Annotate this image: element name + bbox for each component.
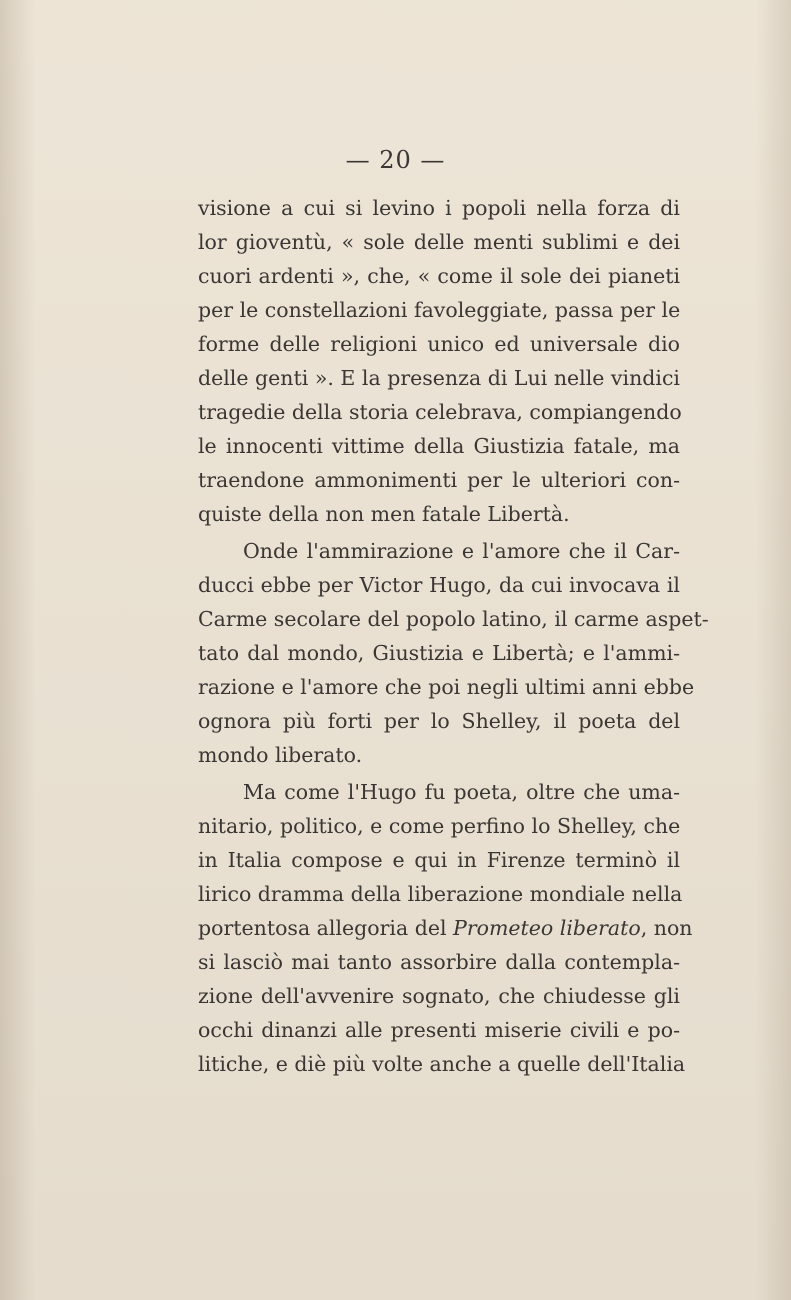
text-line: mondo liberato. bbox=[198, 743, 363, 767]
paragraph-3 bbox=[198, 775, 693, 1081]
work-title: Prometeo liberato bbox=[453, 916, 641, 940]
text-line: Onde l'ammirazione e l'amore che il Car- bbox=[243, 539, 680, 563]
body-text bbox=[198, 191, 709, 1081]
text-line: per le constellazioni favoleggiate, passa per le bbox=[198, 298, 681, 322]
text-line: forme delle religioni unico ed universale dio bbox=[198, 332, 680, 356]
text-line: zione dell'avvenire sognato, che chiudesse gli bbox=[198, 984, 680, 1008]
text-line: lor gioventù, « sole delle menti sublimi e dei bbox=[198, 230, 680, 254]
text-line: Carme secolare del popolo latino, il carme aspet- bbox=[198, 607, 709, 631]
text-line: Ma come l'Hugo fu poeta, oltre che uma- bbox=[243, 780, 680, 804]
text-line-with-italic-title bbox=[198, 911, 693, 945]
text-line: razione e l'amore che poi negli ultimi anni ebbe bbox=[198, 675, 695, 699]
page-number: — 20 — bbox=[345, 146, 446, 174]
text-line: delle genti ». E la presenza di Lui nelle vindici bbox=[198, 366, 680, 390]
text-line: traendone ammonimenti per le ulteriori con- bbox=[198, 468, 680, 492]
text-line: quiste della non men fatale Libertà. bbox=[198, 502, 570, 526]
text-line: tragedie della storia celebrava, compiangendo bbox=[198, 400, 682, 424]
text-line: tato dal mondo, Giustizia e Libertà; e l'ammi- bbox=[198, 641, 680, 665]
text-line: le innocenti vittime della Giustizia fatale, ma bbox=[198, 434, 680, 458]
text-line: lirico dramma della liberazione mondiale nella bbox=[198, 882, 683, 906]
paragraph-1 bbox=[198, 191, 680, 531]
text-segment: , non bbox=[640, 916, 693, 940]
text-line: occhi dinanzi alle presenti miserie civili e po- bbox=[198, 1018, 680, 1042]
text-line: in Italia compose e qui in Firenze terminò il bbox=[198, 848, 680, 872]
text-line: si lasciò mai tanto assorbire dalla contempla- bbox=[198, 950, 680, 974]
text-segment: portentosa allegoria del bbox=[198, 916, 454, 940]
text-line: ducci ebbe per Victor Hugo, da cui invocava il bbox=[198, 573, 680, 597]
text-line: litiche, e diè più volte anche a quelle dell'Italia bbox=[198, 1052, 686, 1076]
text-line: nitario, politico, e come perfino lo Shelley, che bbox=[198, 814, 681, 838]
text-line: cuori ardenti », che, « come il sole dei pianeti bbox=[198, 264, 680, 288]
paragraph-2 bbox=[198, 534, 709, 772]
text-line: visione a cui si levino i popoli nella forza di bbox=[198, 196, 680, 220]
text-line: ognora più forti per lo Shelley, il poeta del bbox=[198, 709, 680, 733]
